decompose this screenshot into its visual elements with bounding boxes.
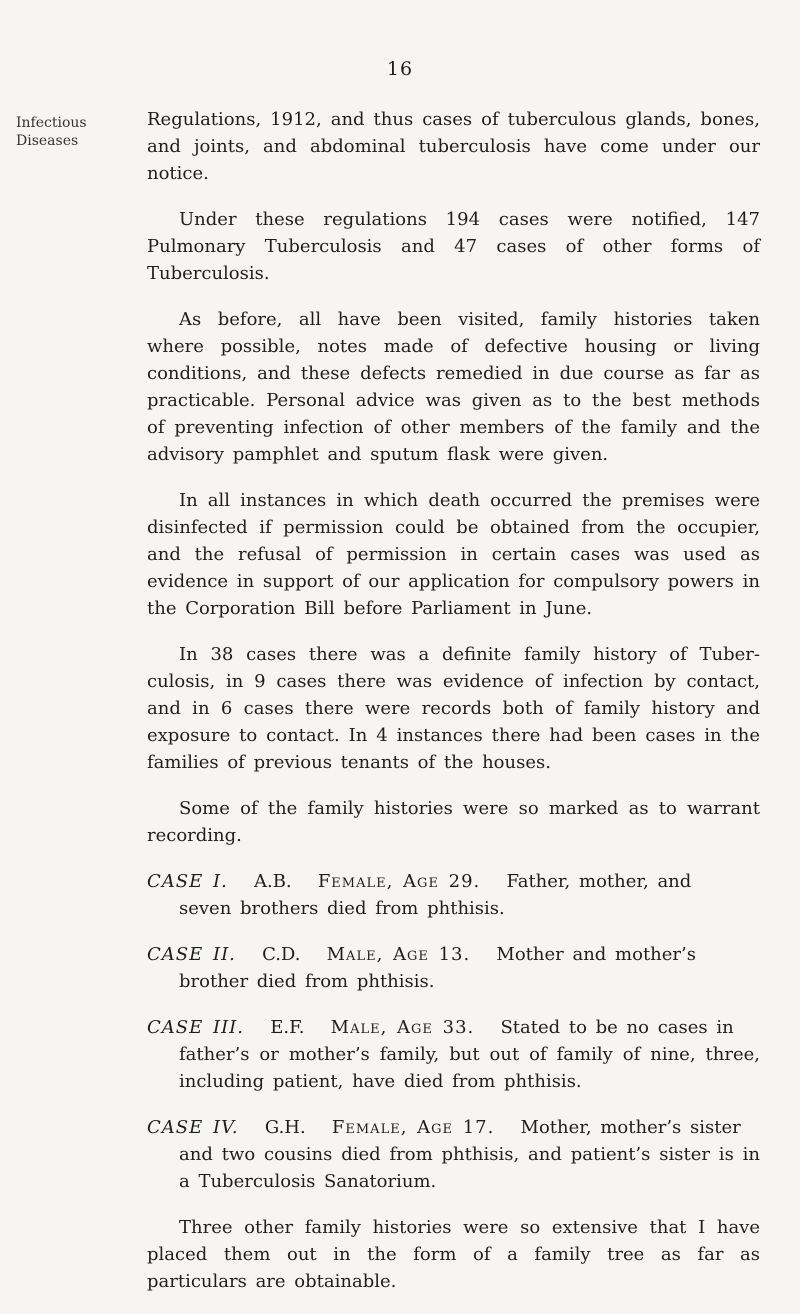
case-text: Stated to be no cases in [500,1017,734,1038]
case-text: seven brothers died from phthisis. [179,898,505,919]
closing-paragraph: Three other family histories were so extensive that I have placed them out in the form of a family tree as far as particulars are obtainable. [147,1217,760,1292]
paragraph: Under these regulations 194 cases were notified, 147 Pulmonary Tuberculosis and 47 cases of other forms of Tuberculosis. [147,209,760,284]
paragraph: As before, all have been visited, family histories taken where possible, notes made of defective housing or living conditions, and these defects remedied in due course as far as practicable. Personal advice was given as to the best methods of preventing infection of other members of the family and the advisory pamphlet and sputum flask were given. [147,309,760,465]
paragraph: In 38 cases there was a definite family history of Tuber-culosis, in 9 cases there was evidence of infection by contact, and in 6 cases there were records both of family history and exposure to contact. In 4 instances there had been cases in the families of previous tenants of the houses. [147,644,760,773]
margin-note-line: Infectious [16,115,87,131]
case-sex-age: Male, Age 13. [326,944,471,965]
case-sex-age: Female, Age 29. [317,871,481,892]
case-label: CASE II. [147,944,236,965]
case-text: Mother, mother’s sister [520,1117,741,1138]
paragraph: Regulations, 1912, and thus cases of tuberculous glands, bones, and joints, and abdominal tuberculosis have come under our notice. [147,109,760,184]
case-text: Father, mother, and [506,871,692,892]
paragraph: In all instances in which death occurred the premises were disinfected if permission could be obtained from the occupier, and the refusal of permission in certain cases was used as evidence in support of our application for compulsory powers in the Corporation Bill before Parliament in June. [147,490,760,619]
case-label: CASE III. [147,1017,245,1038]
case-initials: A.B. [253,871,292,892]
case-label: CASE IV. [147,1117,239,1138]
margin-note-line: Diseases [16,133,79,149]
case-sex-age: Male, Age 33. [330,1017,475,1038]
body-text [147,106,760,1314]
paragraph: Some of the family histories were so marked as to warrant recording. [147,798,760,846]
case-text: father’s or mother’s family, but out of family of nine, three, including patient, have died from phthisis. [179,1044,760,1092]
page-number: 16 [386,58,414,80]
case-initials: E.F. [270,1017,305,1038]
margin-note [16,114,121,150]
case-text: and two cousins died from phthisis, and patient’s sister is in a Tuberculosis Sanatorium. [179,1144,760,1192]
case-record [147,1114,760,1195]
case-sex-age: Female, Age 17. [331,1117,495,1138]
case-text: brother died from phthisis. [179,971,435,992]
case-record [147,868,760,922]
case-record [147,941,760,995]
case-initials: G.H. [264,1117,306,1138]
case-text: Mother and mother’s [496,944,696,965]
case-record [147,1014,760,1095]
case-label: CASE I. [147,871,228,892]
case-initials: C.D. [262,944,301,965]
